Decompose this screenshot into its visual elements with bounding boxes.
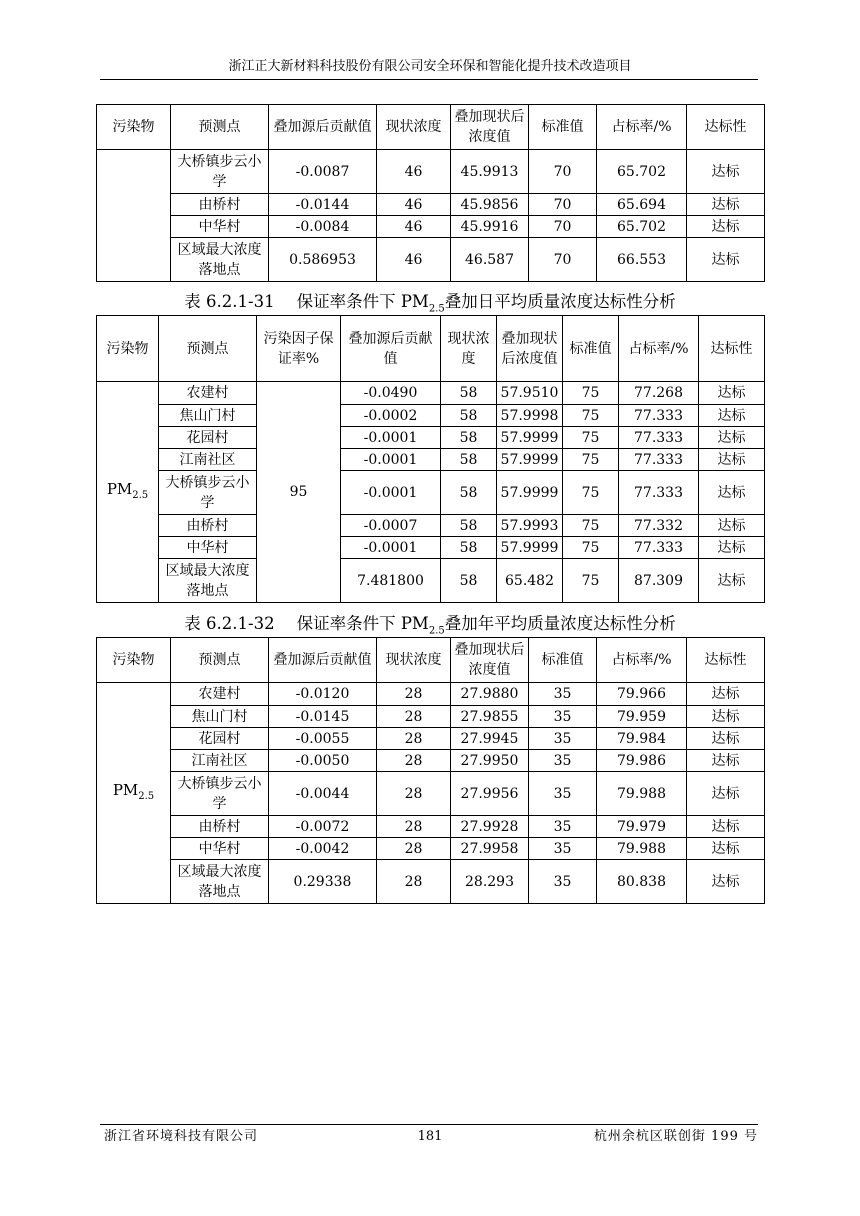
value-cell: 27.9855 (451, 706, 529, 728)
site-name-cell: 江南社区 (171, 750, 269, 772)
site-name-cell: 区域最大浓度落地点 (159, 559, 257, 603)
value-cell: 28.293 (451, 860, 529, 904)
value-cell: 79.966 (597, 683, 687, 706)
value-cell: 28 (377, 706, 451, 728)
header-cell: 叠加源后贡献值 (269, 638, 377, 683)
guarantee-rate-cell: 95 (257, 382, 341, 603)
value-cell: 0.29338 (269, 860, 377, 904)
value-cell: 75 (563, 471, 619, 515)
value-cell: 75 (563, 515, 619, 537)
header-cell: 叠加源后贡献值 (341, 316, 441, 382)
value-cell: 65.694 (597, 194, 687, 216)
table-row (97, 816, 765, 838)
value-cell: 77.268 (619, 382, 699, 405)
value-cell: 达标 (699, 405, 765, 427)
table-row (97, 382, 765, 405)
value-cell: 46 (377, 194, 451, 216)
value-cell: 58 (441, 537, 497, 559)
value-cell: 28 (377, 838, 451, 860)
value-cell: -0.0072 (269, 816, 377, 838)
site-name-cell: 农建村 (171, 683, 269, 706)
value-cell: 达标 (687, 216, 765, 238)
footer-divider (100, 1124, 758, 1125)
value-cell: 达标 (699, 382, 765, 405)
value-cell: 达标 (687, 838, 765, 860)
table-row (97, 838, 765, 860)
value-cell: 79.988 (597, 838, 687, 860)
site-name-cell: 区域最大浓度落地点 (171, 238, 269, 282)
value-cell: 35 (529, 860, 597, 904)
header-cell: 叠加源后贡献值 (269, 105, 377, 150)
value-cell: 27.9958 (451, 838, 529, 860)
table-row (97, 449, 765, 471)
page-header-title: 浙江正大新材料科技股份有限公司安全环保和智能化提升技术改造项目 (228, 59, 632, 74)
value-cell: -0.0145 (269, 706, 377, 728)
value-cell: 35 (529, 728, 597, 750)
caption-text-pre: 保证率条件下 PM (296, 614, 429, 633)
table-row (97, 194, 765, 216)
header-cell: 污染物 (97, 105, 171, 150)
table-row (97, 537, 765, 559)
caption-number: 表 6.2.1-32 (184, 614, 275, 633)
value-cell: 77.333 (619, 449, 699, 471)
site-name-cell: 由桥村 (171, 816, 269, 838)
value-cell: 46 (377, 150, 451, 194)
value-cell: 达标 (687, 772, 765, 816)
value-cell: 77.333 (619, 537, 699, 559)
header-cell: 达标性 (687, 638, 765, 683)
table-row (97, 559, 765, 603)
site-name-cell: 大桥镇步云小学 (159, 471, 257, 515)
pollutant-subscript: 2.5 (138, 790, 155, 802)
value-cell: -0.0087 (269, 150, 377, 194)
value-cell: 45.9913 (451, 150, 529, 194)
value-cell: 35 (529, 750, 597, 772)
site-name-cell: 中华村 (171, 838, 269, 860)
value-cell: -0.0001 (341, 537, 441, 559)
site-name-cell: 中华村 (171, 216, 269, 238)
header-cell: 占标率/% (597, 638, 687, 683)
header-cell: 占标率/% (597, 105, 687, 150)
pollutant-name: PM (106, 479, 133, 498)
value-cell: 35 (529, 772, 597, 816)
value-cell: 28 (377, 816, 451, 838)
pollutant-cell (97, 382, 159, 603)
value-cell: 75 (563, 427, 619, 449)
value-cell: 27.9928 (451, 816, 529, 838)
site-name-cell: 焦山门村 (159, 405, 257, 427)
table-row (97, 216, 765, 238)
value-cell: -0.0044 (269, 772, 377, 816)
site-name-cell: 江南社区 (159, 449, 257, 471)
value-cell: 79.986 (597, 750, 687, 772)
value-cell: 75 (563, 405, 619, 427)
header-cell: 达标性 (699, 316, 765, 382)
value-cell: 28 (377, 750, 451, 772)
header-cell: 叠加现状后浓度值 (497, 316, 563, 382)
value-cell: 28 (377, 683, 451, 706)
value-cell: 达标 (699, 427, 765, 449)
value-cell: 57.9998 (497, 405, 563, 427)
header-cell: 现状浓度 (377, 105, 451, 150)
header-cell: 预测点 (171, 105, 269, 150)
value-cell: 达标 (687, 728, 765, 750)
value-cell: 27.9956 (451, 772, 529, 816)
value-cell: 35 (529, 838, 597, 860)
site-name-cell: 大桥镇步云小学 (171, 772, 269, 816)
value-cell: 7.481800 (341, 559, 441, 603)
value-cell: 达标 (699, 559, 765, 603)
value-cell: 达标 (687, 150, 765, 194)
table-row (97, 471, 765, 515)
value-cell: 58 (441, 449, 497, 471)
site-name-cell: 中华村 (159, 537, 257, 559)
value-cell: -0.0120 (269, 683, 377, 706)
table-row (97, 772, 765, 816)
header-cell: 现状浓度 (441, 316, 497, 382)
value-cell: 70 (529, 194, 597, 216)
value-cell: 58 (441, 559, 497, 603)
value-cell: 达标 (687, 706, 765, 728)
value-cell: -0.0084 (269, 216, 377, 238)
header-cell: 预测点 (171, 638, 269, 683)
value-cell: 65.702 (597, 216, 687, 238)
footer-company: 浙江省环境科技有限公司 (104, 1129, 259, 1144)
value-cell: 79.979 (597, 816, 687, 838)
value-cell: 27.9945 (451, 728, 529, 750)
site-name-cell: 焦山门村 (171, 706, 269, 728)
caption-text-post: 叠加年平均质量浓度达标性分析 (444, 614, 676, 633)
header-cell: 达标性 (687, 105, 765, 150)
table-row (97, 150, 765, 194)
value-cell: 45.9916 (451, 216, 529, 238)
value-cell: 58 (441, 427, 497, 449)
value-cell: 27.9880 (451, 683, 529, 706)
value-cell: 70 (529, 150, 597, 194)
value-cell: 57.9999 (497, 449, 563, 471)
value-cell: 65.482 (497, 559, 563, 603)
table-daily-average (96, 315, 765, 603)
site-name-cell: 区域最大浓度落地点 (171, 860, 269, 904)
value-cell: 80.838 (597, 860, 687, 904)
value-cell: -0.0050 (269, 750, 377, 772)
table-annual-average (96, 637, 765, 904)
value-cell: 75 (563, 559, 619, 603)
pollutant-cell (97, 150, 171, 282)
value-cell: 79.959 (597, 706, 687, 728)
value-cell: 58 (441, 471, 497, 515)
value-cell: 达标 (687, 194, 765, 216)
site-name-cell: 由桥村 (171, 194, 269, 216)
value-cell: 58 (441, 515, 497, 537)
value-cell: 达标 (699, 471, 765, 515)
header-cell: 现状浓度 (377, 638, 451, 683)
caption-text-post: 叠加日平均质量浓度达标性分析 (444, 292, 676, 311)
value-cell: -0.0055 (269, 728, 377, 750)
value-cell: 65.702 (597, 150, 687, 194)
value-cell: -0.0002 (341, 405, 441, 427)
value-cell: 58 (441, 405, 497, 427)
header-divider (100, 79, 758, 80)
header-cell: 叠加现状后浓度值 (451, 105, 529, 150)
value-cell: -0.0144 (269, 194, 377, 216)
value-cell: 70 (529, 216, 597, 238)
site-name-cell: 花园村 (171, 728, 269, 750)
table-row (97, 728, 765, 750)
caption-subscript: 2.5 (428, 303, 445, 315)
value-cell: 77.333 (619, 471, 699, 515)
value-cell: 79.984 (597, 728, 687, 750)
header-cell: 污染物 (97, 316, 159, 382)
site-name-cell: 农建村 (159, 382, 257, 405)
footer-address: 杭州余杭区联创街 199 号 (593, 1129, 758, 1144)
value-cell: 77.333 (619, 427, 699, 449)
value-cell: 57.9993 (497, 515, 563, 537)
header-cell: 叠加现状后浓度值 (451, 638, 529, 683)
site-name-cell: 大桥镇步云小学 (171, 150, 269, 194)
value-cell: 75 (563, 382, 619, 405)
value-cell: 0.586953 (269, 238, 377, 282)
value-cell: 87.309 (619, 559, 699, 603)
value-cell: 35 (529, 683, 597, 706)
pollutant-name: PM (112, 780, 139, 799)
table-row (97, 750, 765, 772)
table-row (97, 683, 765, 706)
header-cell: 污染物 (97, 638, 171, 683)
pollutant-cell (97, 683, 171, 904)
value-cell: 28 (377, 728, 451, 750)
value-cell: 达标 (699, 537, 765, 559)
table-row (97, 860, 765, 904)
header-cell: 标准值 (529, 105, 597, 150)
value-cell: 46 (377, 238, 451, 282)
table-row (97, 427, 765, 449)
value-cell: 达标 (687, 860, 765, 904)
value-cell: 28 (377, 772, 451, 816)
value-cell: 达标 (687, 816, 765, 838)
value-cell: 28 (377, 860, 451, 904)
caption-subscript: 2.5 (428, 625, 445, 637)
value-cell: 达标 (687, 683, 765, 706)
value-cell: -0.0007 (341, 515, 441, 537)
site-name-cell: 由桥村 (159, 515, 257, 537)
value-cell: 79.988 (597, 772, 687, 816)
value-cell: 75 (563, 537, 619, 559)
table-row (97, 238, 765, 282)
value-cell: 70 (529, 238, 597, 282)
footer-page-number: 181 (417, 1129, 443, 1144)
value-cell: 57.9510 (497, 382, 563, 405)
header-cell: 标准值 (563, 316, 619, 382)
value-cell: 58 (441, 382, 497, 405)
pollutant-subscript: 2.5 (132, 489, 149, 501)
value-cell: 57.9999 (497, 537, 563, 559)
site-name-cell: 花园村 (159, 427, 257, 449)
value-cell: 57.9999 (497, 471, 563, 515)
value-cell: 77.333 (619, 405, 699, 427)
value-cell: 达标 (687, 750, 765, 772)
value-cell: 46 (377, 216, 451, 238)
table-continuation (96, 104, 765, 282)
header-cell: 标准值 (529, 638, 597, 683)
value-cell: 77.332 (619, 515, 699, 537)
header-cell: 预测点 (159, 316, 257, 382)
value-cell: 57.9999 (497, 427, 563, 449)
value-cell: 达标 (699, 515, 765, 537)
value-cell: 达标 (699, 449, 765, 471)
caption-text-pre: 保证率条件下 PM (296, 292, 429, 311)
value-cell: 46.587 (451, 238, 529, 282)
table-row (97, 405, 765, 427)
value-cell: -0.0042 (269, 838, 377, 860)
value-cell: 35 (529, 816, 597, 838)
value-cell: 达标 (687, 238, 765, 282)
caption-number: 表 6.2.1-31 (184, 292, 275, 311)
value-cell: 35 (529, 706, 597, 728)
value-cell: 45.9856 (451, 194, 529, 216)
value-cell: -0.0490 (341, 382, 441, 405)
value-cell: -0.0001 (341, 471, 441, 515)
header-cell: 污染因子保证率% (257, 316, 341, 382)
value-cell: 66.553 (597, 238, 687, 282)
header-cell: 占标率/% (619, 316, 699, 382)
value-cell: 75 (563, 449, 619, 471)
table-row (97, 515, 765, 537)
value-cell: -0.0001 (341, 427, 441, 449)
value-cell: 27.9950 (451, 750, 529, 772)
table-row (97, 706, 765, 728)
value-cell: -0.0001 (341, 449, 441, 471)
